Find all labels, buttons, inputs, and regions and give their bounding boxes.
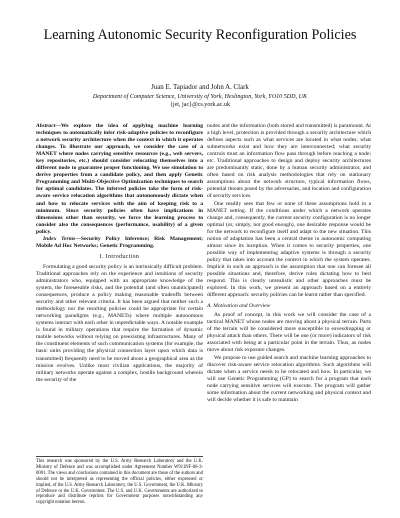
body-paragraph: nodes and the information (both stored and transmitted) is paramount. At a high level, protection is provided through a security architecture which defines aspects such as what services are located in what nodes; what subnetworks exist and how they are interconnected; what security controls must an information flow pass through before reaching a node; etc. Traditional approaches to design and deploy security architectures are predominantly static, done by a human security administrator, and often based on risk analysis methodologies that rely on stationary assumptions about the network structure, typical information flows, potential threats posed by the adversaries, and location and configuration of security services. [207, 123, 371, 200]
abstract-label: Abstract [36, 123, 56, 129]
section-heading-introduction: I. Introduction [99, 253, 140, 260]
abstract-text: —We explore the idea of applying machine learning techniques to automatically infer risk-adaptive policies to reconfigure a network security architecture when the context in which it operates changes. To illustrate our approach, we consider the case of a MANET where nodes carrying sensitive resources (e.g., web servers, key repositories, etc.) should consider relocating themselves into a different node to guarantee proper functioning. We use simulation to derive properties from a candidate policy, and then apply Genetic Programming and Multi-Objective Optimization techniques to search for optimal candidates. The inferred policies take the form of risk-aware service relocation algorithms that autonomously dictate when and how to relocate services with the aim of keeping risk to a minimum. Since security policies often have implications in dimensions other than security, we force the learning process to consider also the consequences (performance, usability) of a given policy. [36, 123, 203, 235]
index-terms [36, 236, 203, 250]
paper-emails: {jet, jac}@cs.york.ac.uk [169, 102, 231, 108]
left-column [36, 123, 203, 384]
paper-authors: Juan E. Tapiador and John A. Clark [151, 84, 249, 91]
abstract [36, 123, 203, 236]
body-paragraph: As proof of concept, in this work we will consider the case of a tactical MANET whose nodes are moving about a physical terrain. Parts of the terrain will be considered more susceptible to eavesdropping or physical attack than others. There will be one (or more) indicators of risk associated with being at a particular point in the terrain. Thus, as nodes move about risk exposure changes. [207, 312, 371, 354]
paper-title: Learning Autonomic Security Reconfiguration Policies [43, 27, 357, 43]
right-column [207, 123, 371, 404]
index-terms-label: Index Terms [43, 235, 76, 242]
body-paragraph: One readily sees that few or none of these assumptions hold in a MANET setting. If the conditions under which a network operates change and, consequently, the current security configuration is no longer optimal (or, simply, not good enough), one desirable response would be for the network to reconfigure itself and adapt to the new situation. This notion of adaptation has been a central theme in autonomic computing almost since its inception. When it comes to security properties, one possible way of implementing adaptive systems is through a security policy that takes into account the context in which the system operates. Implicit in such an approach is the assumption that one can foresee all possible situations and, therefore, derive rules dictating how to best respond. This is clearly unrealistic and other approaches must be explored. In this work, we present an approach based on a entirely different approach: security policies can be learnt rather than specified. [207, 200, 371, 299]
subsection-heading-motivation: A. Motivation and Overview [207, 303, 271, 310]
footnote: This research was sponsored by the U.S. Army Research Laboratory and the U.K. Ministry of Defence and was accomplished under Agreement Number W911NF-06-3-0001. The views and conclusions contained in this document are those of the authors and should not be interpreted as representing the official policies, either expressed or implied, of the U.S. Army Research Laboratory, the U.S. Government, the U.K. Ministry of Defence or the U.K. Government. The U.S. and U.K. Governments are authorized to reproduce and distribute reprints for Government purposes notwithstanding any copyright notation hereon. [36, 456, 203, 506]
index-terms-text: —Security Policy Inference; Risk Management; Mobile Ad Hoc Networks; Genetic Programming. [36, 235, 203, 249]
intro-paragraph: Formulating a good security policy is an intrinsically difficult problem. Traditional approaches rely on the experience and intuitions of security administrators who, equipped with an appropriate knowledge of the system, the foreseeable risks, and the potential (and often unanticipated) consequences, produce a policy making reasonable tradeoffs between security and other relevant criteria. It has been argued that neither such a methodology nor the resulting policies could be appropriate for certain networking paradigms (e.g., MANETs) where multiple autonomous systems interact with each other in unpredictable ways. A notable example is found in military operations that require the formation of dynamic mobile networks without relying on preexisting infrastructures. Many of the constituent elements of such communication systems (for example, the basic units providing the physical connection layer upon which data is transmitted) frequently need to be moved about a geographical area as the mission evolves. Unlike most civilian applications, the majority of military networks operate against a complex, hostile background wherein the security of the [36, 263, 203, 383]
paper-affiliation: Department of Computer Science, University of York, Heslington, York, YO10 5DD, UK [92, 94, 308, 100]
body-paragraph: We propose to use guided search and machine learning approaches to discover risk-aware service relocation algorithms. Such algorithms will dictate when a service needs to be relocated and how. In particular, we will use Genetic Programming (GP) to search for a program that each node carrying sensitive services will execute. The program will gather some information about the current networking and physical context and will decide whether it is safe to maintain [207, 354, 371, 403]
